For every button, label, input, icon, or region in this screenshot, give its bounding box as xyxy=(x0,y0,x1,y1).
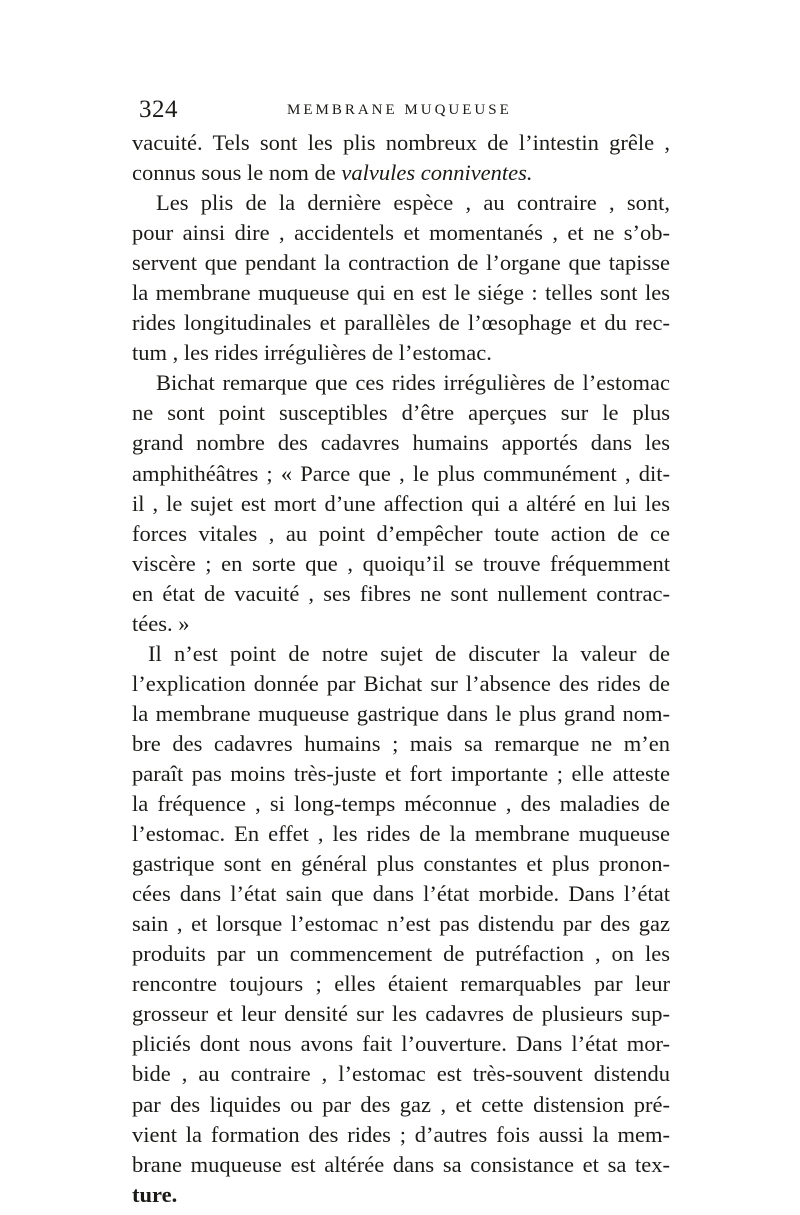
text-line: cées dans l’état sain que dans l’état morbide. Dans l’état xyxy=(132,881,670,907)
text-line: bre des cadavres humains ; mais sa remarque ne m’en xyxy=(132,730,670,756)
text-line: bide , au contraire , l’estomac est très-souvent distendu xyxy=(132,1061,670,1087)
text-line: pour ainsi dire , accidentels et momentanés , et ne s’ob- xyxy=(132,220,670,246)
page-header xyxy=(139,95,669,129)
text-line: vacuité. Tels sont les plis nombreux de l’intestin grêle , xyxy=(132,130,670,155)
text-line: pliciés dont nous avons fait l’ouverture. Dans l’état mor- xyxy=(132,1031,670,1057)
text-line: rencontre toujours ; elles étaient remarquables par leur xyxy=(132,971,670,997)
page-number: 324 xyxy=(139,96,178,123)
text-line: tum , les rides irrégulières de l’estomac. xyxy=(132,340,492,366)
text-fragment: connus sous le nom de xyxy=(132,160,342,186)
text-line: servent que pendant la contraction de l’organe que tapisse xyxy=(132,250,670,276)
text-line: forces vitales , au point d’empêcher toute action de ce xyxy=(132,520,670,546)
italic-term: valvules conniventes. xyxy=(341,160,533,186)
text-line: gastrique sont en général plus constantes et plus pronon- xyxy=(132,851,670,877)
text-line: brane muqueuse est altérée dans sa consistance et sa tex- xyxy=(132,1151,670,1177)
text-line xyxy=(132,158,670,188)
text-line: la fréquence , si long-temps méconnue , des maladies de xyxy=(132,791,670,817)
text-line: viscère ; en sorte que , quoiqu’il se trouve fréquemment xyxy=(132,550,670,576)
text-line: ne sont point susceptibles d’être aperçues sur le plus xyxy=(132,400,670,426)
text-line: produits par un commencement de putréfaction , on les xyxy=(132,941,670,967)
text-line: sain , et lorsque l’estomac n’est pas distendu par des gaz xyxy=(132,911,670,937)
text-line: grosseur et leur densité sur les cadavres de plusieurs sup- xyxy=(132,1001,670,1027)
text-line: paraît pas moins très-juste et fort importante ; elle atteste xyxy=(132,760,670,786)
text-line: la membrane muqueuse gastrique dans le plus grand nom- xyxy=(132,700,670,726)
running-head: MEMBRANE MUQUEUSE xyxy=(287,102,512,118)
text-line: rides longitudinales et parallèles de l’œsophage et du rec- xyxy=(132,310,670,336)
text-line: vient la formation des rides ; d’autres fois aussi la mem- xyxy=(132,1121,670,1147)
text-line: tées. » xyxy=(132,610,190,636)
paragraph-start-line: Il n’est point de notre sujet de discuter la valeur de xyxy=(148,640,670,666)
text-line: la membrane muqueuse qui en est le siége : telles sont les xyxy=(132,280,670,306)
text-line: par des liquides ou par des gaz , et cette distension pré- xyxy=(132,1091,670,1117)
text-line: ture. xyxy=(132,1181,178,1207)
text-line: l’explication donnée par Bichat sur l’absence des rides de xyxy=(132,670,670,696)
text-line: grand nombre des cadavres humains apportés dans les xyxy=(132,430,670,456)
paragraph-start-line: Bichat remarque que ces rides irrégulières de l’estomac xyxy=(156,370,670,396)
text-line: amphithéâtres ; « Parce que , le plus communément , dit- xyxy=(132,460,670,486)
paragraph-start-line: Les plis de la dernière espèce , au contraire , sont, xyxy=(156,190,670,216)
text-line: en état de vacuité , ses fibres ne sont nullement contrac- xyxy=(132,580,670,606)
text-line: il , le sujet est mort d’une affection qui a altéré en lui les xyxy=(132,490,670,516)
body-text xyxy=(132,128,670,1210)
text-line: l’estomac. En effet , les rides de la membrane muqueuse xyxy=(132,821,670,847)
